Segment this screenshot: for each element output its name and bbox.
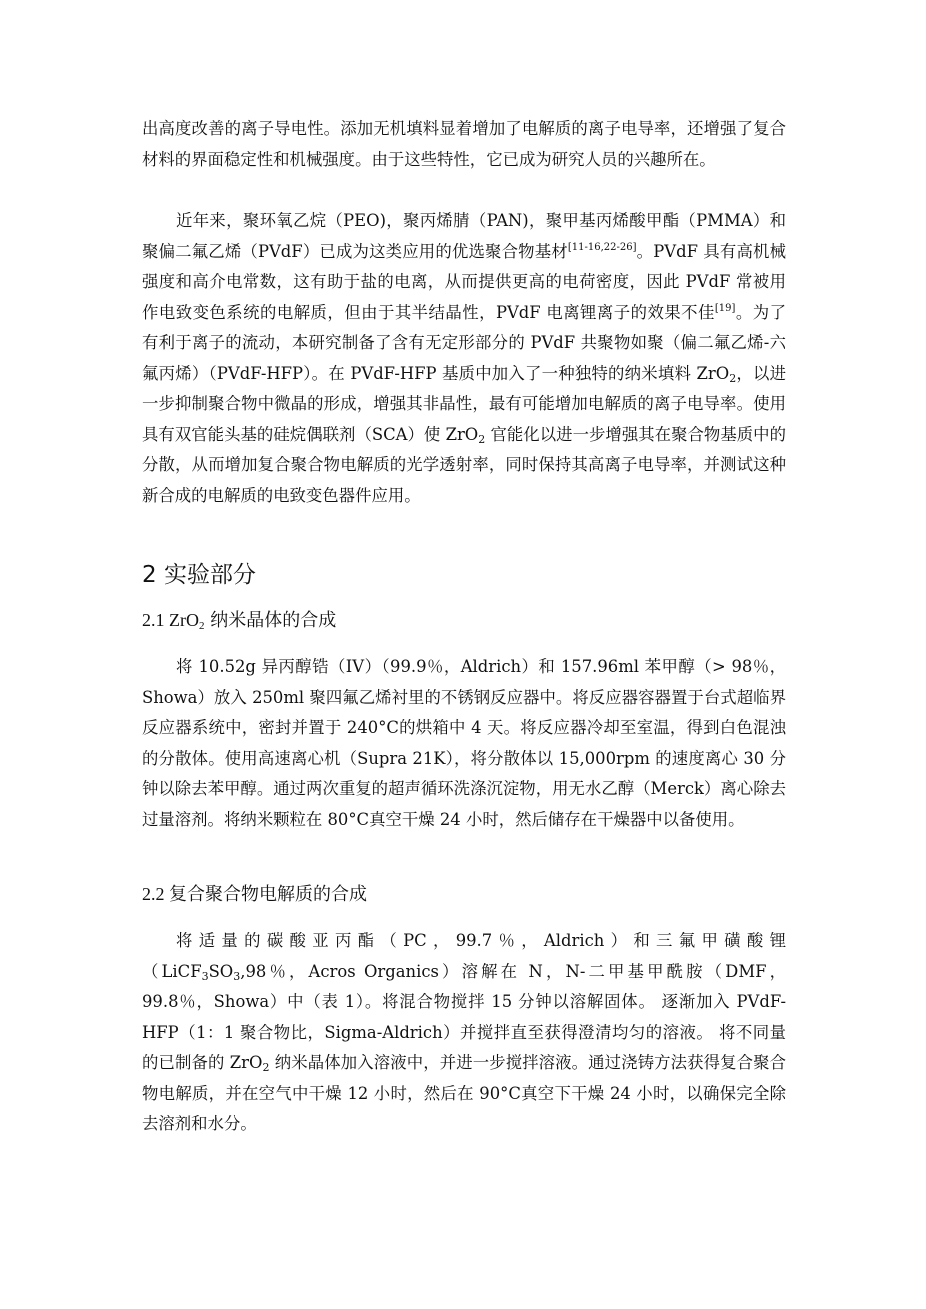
- citation-ref: [19]: [714, 302, 736, 314]
- intro-paragraph-tail: [142, 114, 786, 175]
- body-text: SO: [208, 961, 234, 981]
- intro-p2-text-2: 。PVdF 具有高机械强度和高介电常数，这有助于盐的电离，从而提供更高的电荷密度，因此 PVdF 常被用作电致变色系统的电解质，但由于其半结晶性，PVdF 电离锂离子的效果不佳: [142, 241, 786, 322]
- intro-tail-text: 出高度改善的离子导电性。添加无机填料显着增加了电解质的离子电导率，还增强了复合材料的界面稳定性和机械强度。由于这些特性，它已成为研究人员的兴趣所在。: [142, 119, 786, 169]
- heading-formula: ZrO: [169, 610, 199, 630]
- intro-p2-text-3: 。为了有利于离子的流动，本研究制备了含有无定形部分的 PVdF 共聚物如聚（偏二氟乙烯-六氟丙烯）（PVdF-HFP）。在 PVdF-HFP 基质中加入了一种独特的纳米填料 ZrO: [142, 302, 786, 383]
- body-text: 将适量的碳酸亚丙酯（PC，99.7％，Aldrich）和三氟甲磺酸锂（LiCF: [142, 931, 786, 981]
- intro-p2-text-5: 官能化以进一步增强其在聚合物基质中的分散，从而增加复合聚合物电解质的光学透射率，同时保持其高离子电导率，并测试这种新合成的电解质的电致变色器件应用。: [142, 424, 786, 505]
- heading-title: 复合聚合物电解质的合成: [169, 884, 367, 905]
- subscript: 3: [201, 969, 209, 983]
- body-text: 纳米晶体加入溶液中，并进一步搅拌溶液。通过浇铸方法获得复合聚合物电解质，并在空气中干燥 12 小时，然后在 90°C真空下干燥 24 小时，以确保完全除去溶剂和水分。: [142, 1053, 786, 1133]
- section-heading-2-1: [142, 606, 336, 635]
- subscript: 2: [478, 432, 486, 446]
- intro-paragraph-2: [142, 206, 786, 511]
- subscript: 2: [199, 620, 205, 632]
- subscript: 2: [729, 371, 737, 385]
- citation-ref: [11-16,22-26]: [567, 241, 637, 253]
- section-heading-2-2: [142, 880, 367, 909]
- heading-number: 2.1: [142, 610, 169, 630]
- heading-title: 纳米晶体的合成: [204, 610, 337, 631]
- intro-p2-text-1: 近年来，聚环氧乙烷（PEO)，聚丙烯腈（PAN)，聚甲基丙烯酸甲酯（PMMA）和聚偏二氟乙烯（PVdF）已成为这类应用的优选聚合物基材: [142, 211, 786, 261]
- heading-number: 2.2: [142, 884, 169, 904]
- section-heading-2: 2 实验部分: [142, 562, 256, 588]
- section-2-2-body: [142, 926, 786, 1140]
- section-2-1-body: 将 10.52g 异丙醇锆（IV）（99.9％，Aldrich）和 157.96ml 苯甲醇（> 98％，Showa）放入 250ml 聚四氟乙烯衬里的不锈钢反应器中。将反应器容器置于台式超临界反应器系统中，密封并置于 240°C的烘箱中 4 天。将反应器冷却至室温，得到白色混浊的分散体。使用高速离心机（Supra 21K），将分散体以 15,000rpm 的速度离心 30 分钟以除去苯甲醇。通过两次重复的超声循环洗涤沉淀物，用无水乙醇（Merck）离心除去过量溶剂。将纳米颗粒在 80°C真空干燥 24 小时，然后储存在干燥器中以备使用。: [142, 657, 786, 829]
- subscript: 3: [233, 969, 241, 983]
- subscript: 2: [262, 1061, 270, 1074]
- intro-p2-text-4: ，以进一步抑制聚合物中微晶的形成，增强其非晶性，最有可能增加电解质的离子电导率。使用具有双官能头基的硅烷偶联剂（SCA）使 ZrO: [142, 363, 787, 444]
- body-text: ,98％，Acros Organics）溶解在 N，N-二甲基甲酰胺（DMF，99.8％，Showa）中（表 1）。将混合物搅拌 15 分钟以溶解固体。 逐渐加入 PVdF-HFP（1：1 聚合物比，Sigma-Aldrich）并搅拌直至获得澄清均匀的溶液。 将不同量的已制备的 ZrO: [142, 961, 787, 1072]
